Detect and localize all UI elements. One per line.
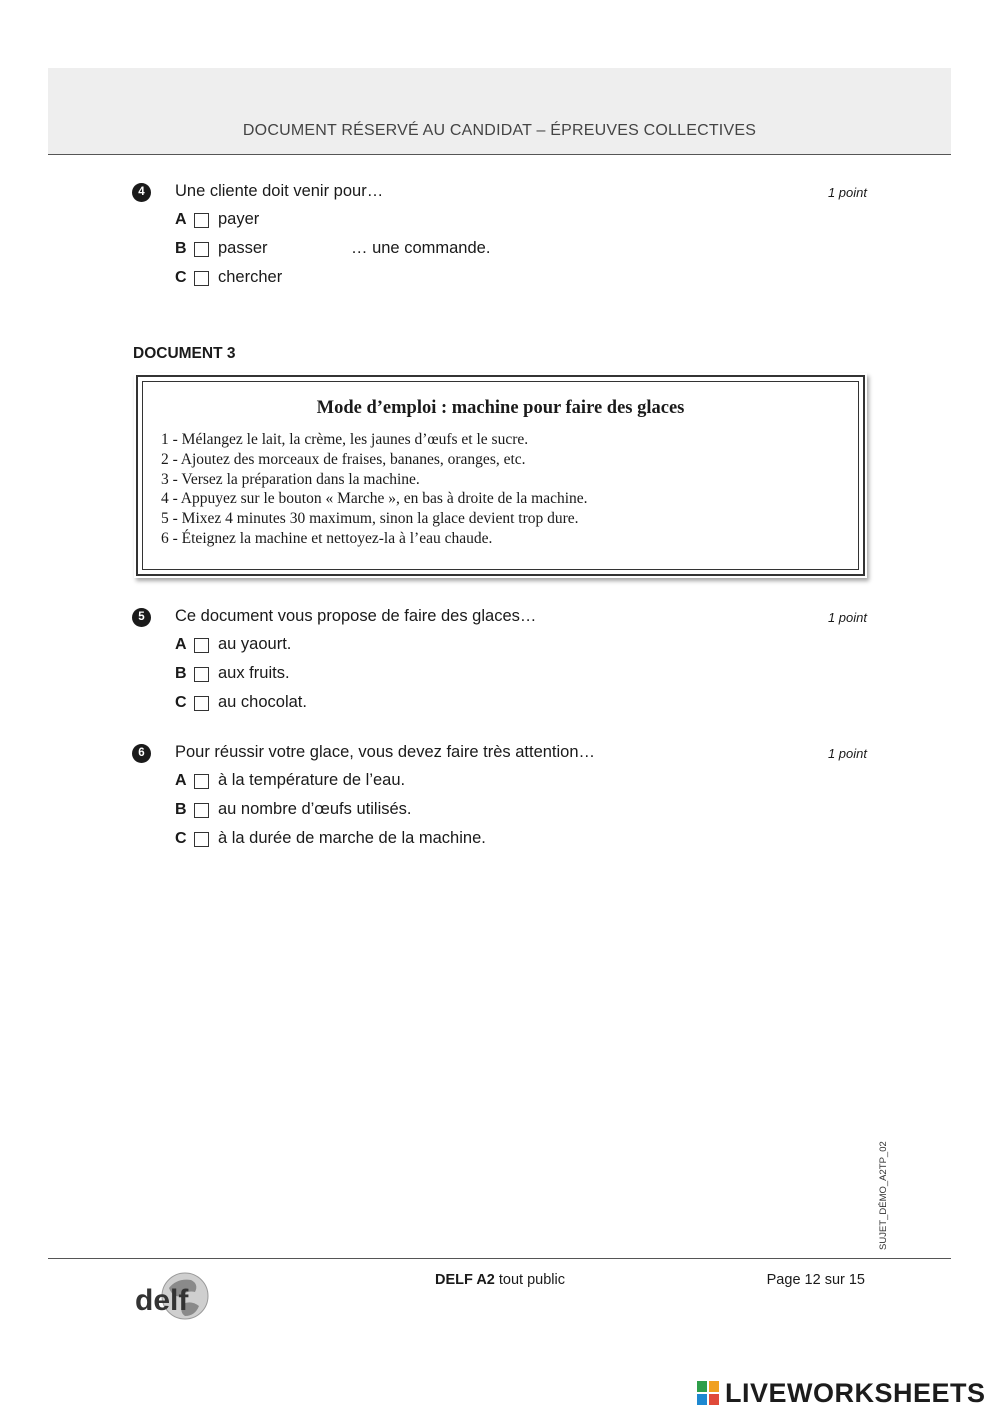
option-letter: C [175,694,187,711]
option-b[interactable] [175,660,867,689]
footer-divider [48,1258,951,1259]
option-letter: B [175,801,187,818]
page-number: Page 12 sur 15 [766,1272,865,1288]
question-text: Ce document vous propose de faire des glaces… [175,607,537,625]
checkbox[interactable] [194,213,209,228]
question-4 [132,182,867,293]
exam-level: DELF A2 [434,1272,495,1288]
option-c[interactable] [175,825,867,854]
option-b[interactable] [175,796,867,825]
option-letter: C [175,830,187,847]
instruction-step: 2 - Ajoutez des morceaux de fraises, bananes, oranges, etc. [161,450,526,468]
checkbox[interactable] [194,242,209,257]
question-points: 1 point [827,610,867,625]
option-text: à la durée de marche de la machine. [218,829,486,847]
option-text: au nombre d’œufs utilisés. [218,800,412,818]
option-letter: B [175,240,187,257]
option-c[interactable] [175,689,867,718]
question-number-6: 6 [132,744,151,763]
checkbox[interactable] [194,271,209,286]
exam-audience: tout public [494,1272,566,1288]
document-code: SUJET_DÉMO_A2TP_02 [878,1141,889,1250]
document-box [134,373,867,578]
question-number-5: 5 [132,608,151,627]
option-text: payer [218,210,260,228]
checkbox[interactable] [194,667,209,682]
instruction-step: 6 - Éteignez la machine et nettoyez-la à l’eau chaude. [161,529,493,547]
header-title: DOCUMENT RÉSERVÉ AU CANDIDAT – ÉPREUVES COLLECTIVES [242,122,757,139]
option-letter: A [175,772,187,789]
logo-text: delf [135,1284,189,1317]
question-number-4: 4 [132,183,151,202]
instructions-list [161,430,588,549]
option-text: à la température de l’eau. [218,771,406,789]
brand-text: LIVEWORKSHEETS [725,1378,986,1408]
question-text: Pour réussir votre glace, vous devez faire très attention… [175,743,596,761]
header-band [48,68,951,155]
option-text: chercher [218,268,283,286]
question-points: 1 point [827,185,867,200]
option-text: au yaourt. [218,635,292,653]
document-title: Mode d’emploi : machine pour faire des glaces [316,398,685,418]
option-a[interactable] [175,767,867,796]
option-letter: B [175,665,187,682]
checkbox[interactable] [194,803,209,818]
instruction-step: 4 - Appuyez sur le bouton « Marche », en bas à droite de la machine. [161,490,588,508]
option-b[interactable] [175,235,867,264]
option-text: passer [218,239,268,257]
option-letter: C [175,269,187,286]
instruction-step: 1 - Mélangez le lait, la crème, les jaunes d’œufs et le sucre. [161,431,529,448]
liveworksheets-icon [697,1381,719,1405]
checkbox[interactable] [194,774,209,789]
question-6 [132,743,867,854]
option-a[interactable] [175,206,867,235]
question-points: 1 point [827,746,867,761]
question-text: Une cliente doit venir pour… [175,182,384,200]
option-letter: A [175,636,187,653]
question-5 [132,607,867,718]
option-c[interactable] [175,264,867,293]
option-text: aux fruits. [218,664,290,682]
checkbox[interactable] [194,638,209,653]
instruction-step: 5 - Mixez 4 minutes 30 maximum, sinon la glace devient trop dure. [161,510,579,528]
option-suffix: … une commande. [351,239,491,257]
instruction-step: 3 - Versez la préparation dans la machine. [161,470,420,488]
option-text: au chocolat. [218,693,307,711]
checkbox[interactable] [194,696,209,711]
checkbox[interactable] [194,832,209,847]
option-letter: A [175,211,187,228]
document-label: DOCUMENT 3 [133,345,236,362]
option-a[interactable] [175,631,867,660]
